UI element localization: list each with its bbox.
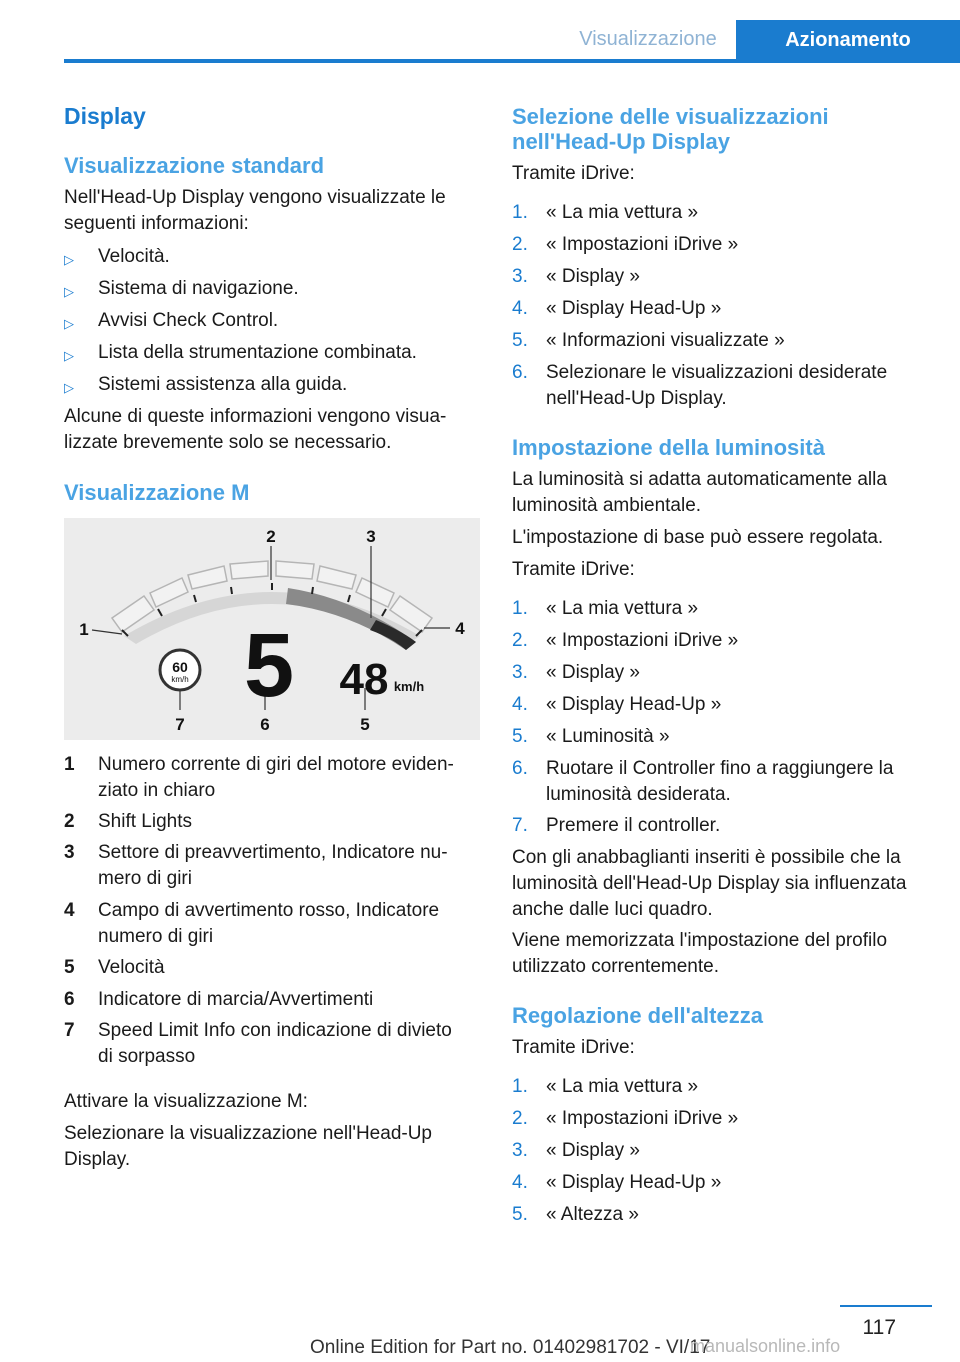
heading-selection-line-2: nell'Head-Up Display [512, 129, 730, 154]
brightness-base: L'impostazione di base può essere regolata. [512, 527, 884, 548]
gear-indicator: 5 [243, 616, 295, 716]
page-number-rule [840, 1305, 932, 1307]
heading-height: Regolazione dell'altezza [512, 1003, 763, 1028]
note-line-1: Alcune di queste informazioni vengono visua- [64, 406, 447, 427]
watermark: manualsonline.info [690, 1336, 841, 1356]
low-beam-line-1: Con gli anabbaglianti inseriti è possibile che la [512, 847, 901, 868]
triangle-bullet-icon: ▷ [64, 284, 74, 299]
profile-line-2: utilizzato correntemente. [512, 956, 719, 977]
callout-2: 2 [266, 527, 276, 546]
triangle-bullet-icon: ▷ [64, 252, 74, 267]
callout-3: 3 [366, 527, 376, 546]
page-title: Display [64, 103, 146, 129]
intro-line-2: seguenti informazioni: [64, 213, 249, 234]
profile-line-1: Viene memorizzata l'impostazione del profilo [512, 930, 888, 951]
triangle-bullet-icon: ▷ [64, 316, 74, 331]
via-idrive: Tramite iDrive: [512, 163, 635, 184]
select-line-1: Selezionare la visualizzazione nell'Head-Up [64, 1123, 432, 1144]
m-display-figure [64, 518, 480, 740]
brightness-line-2: luminosità ambientale. [512, 495, 702, 516]
edition-info: Online Edition for Part no. 01402981702 - VI/17 [310, 1337, 711, 1358]
callout-1: 1 [79, 620, 89, 639]
select-line-2: Display. [64, 1149, 131, 1170]
note-line-2: lizzate brevemente solo se necessario. [64, 432, 392, 453]
speed-limit-value: 60 [172, 659, 188, 675]
low-beam-line-2: luminosità dell'Head-Up Display sia influenzata [512, 873, 907, 894]
callout-6: 6 [260, 715, 270, 734]
via-idrive: Tramite iDrive: [512, 1037, 635, 1058]
activate-text: Attivare la visualizzazione M: [64, 1091, 308, 1112]
speed-value: 48 [339, 655, 389, 704]
tab-azionamento: Azionamento [736, 20, 960, 60]
low-beam-line-3: anche dalle luci quadro. [512, 899, 713, 920]
intro-line-1: Nell'Head-Up Display vengono visualizzate le [64, 187, 446, 208]
via-idrive: Tramite iDrive: [512, 559, 635, 580]
page-number: 117 [862, 1316, 896, 1339]
triangle-bullet-icon: ▷ [64, 348, 74, 363]
callout-7: 7 [175, 715, 185, 734]
tab-visualizzazione: Visualizzazione [579, 28, 717, 50]
callout-4: 4 [455, 619, 465, 638]
callout-5: 5 [360, 715, 370, 734]
brightness-line-1: La luminosità si adatta automaticamente alla [512, 469, 887, 490]
speed-unit: km/h [393, 679, 425, 694]
hud-illustration [64, 518, 480, 740]
heading-selection-line-1: Selezione delle visualizzazioni [512, 104, 829, 129]
heading-standard: Visualizzazione standard [64, 153, 325, 178]
heading-brightness: Impostazione della luminosità [512, 435, 825, 460]
heading-m-display: Visualizzazione M [64, 480, 250, 505]
header-rule [64, 59, 960, 63]
speed-limit-unit: km/h [171, 675, 189, 684]
triangle-bullet-icon: ▷ [64, 380, 74, 395]
